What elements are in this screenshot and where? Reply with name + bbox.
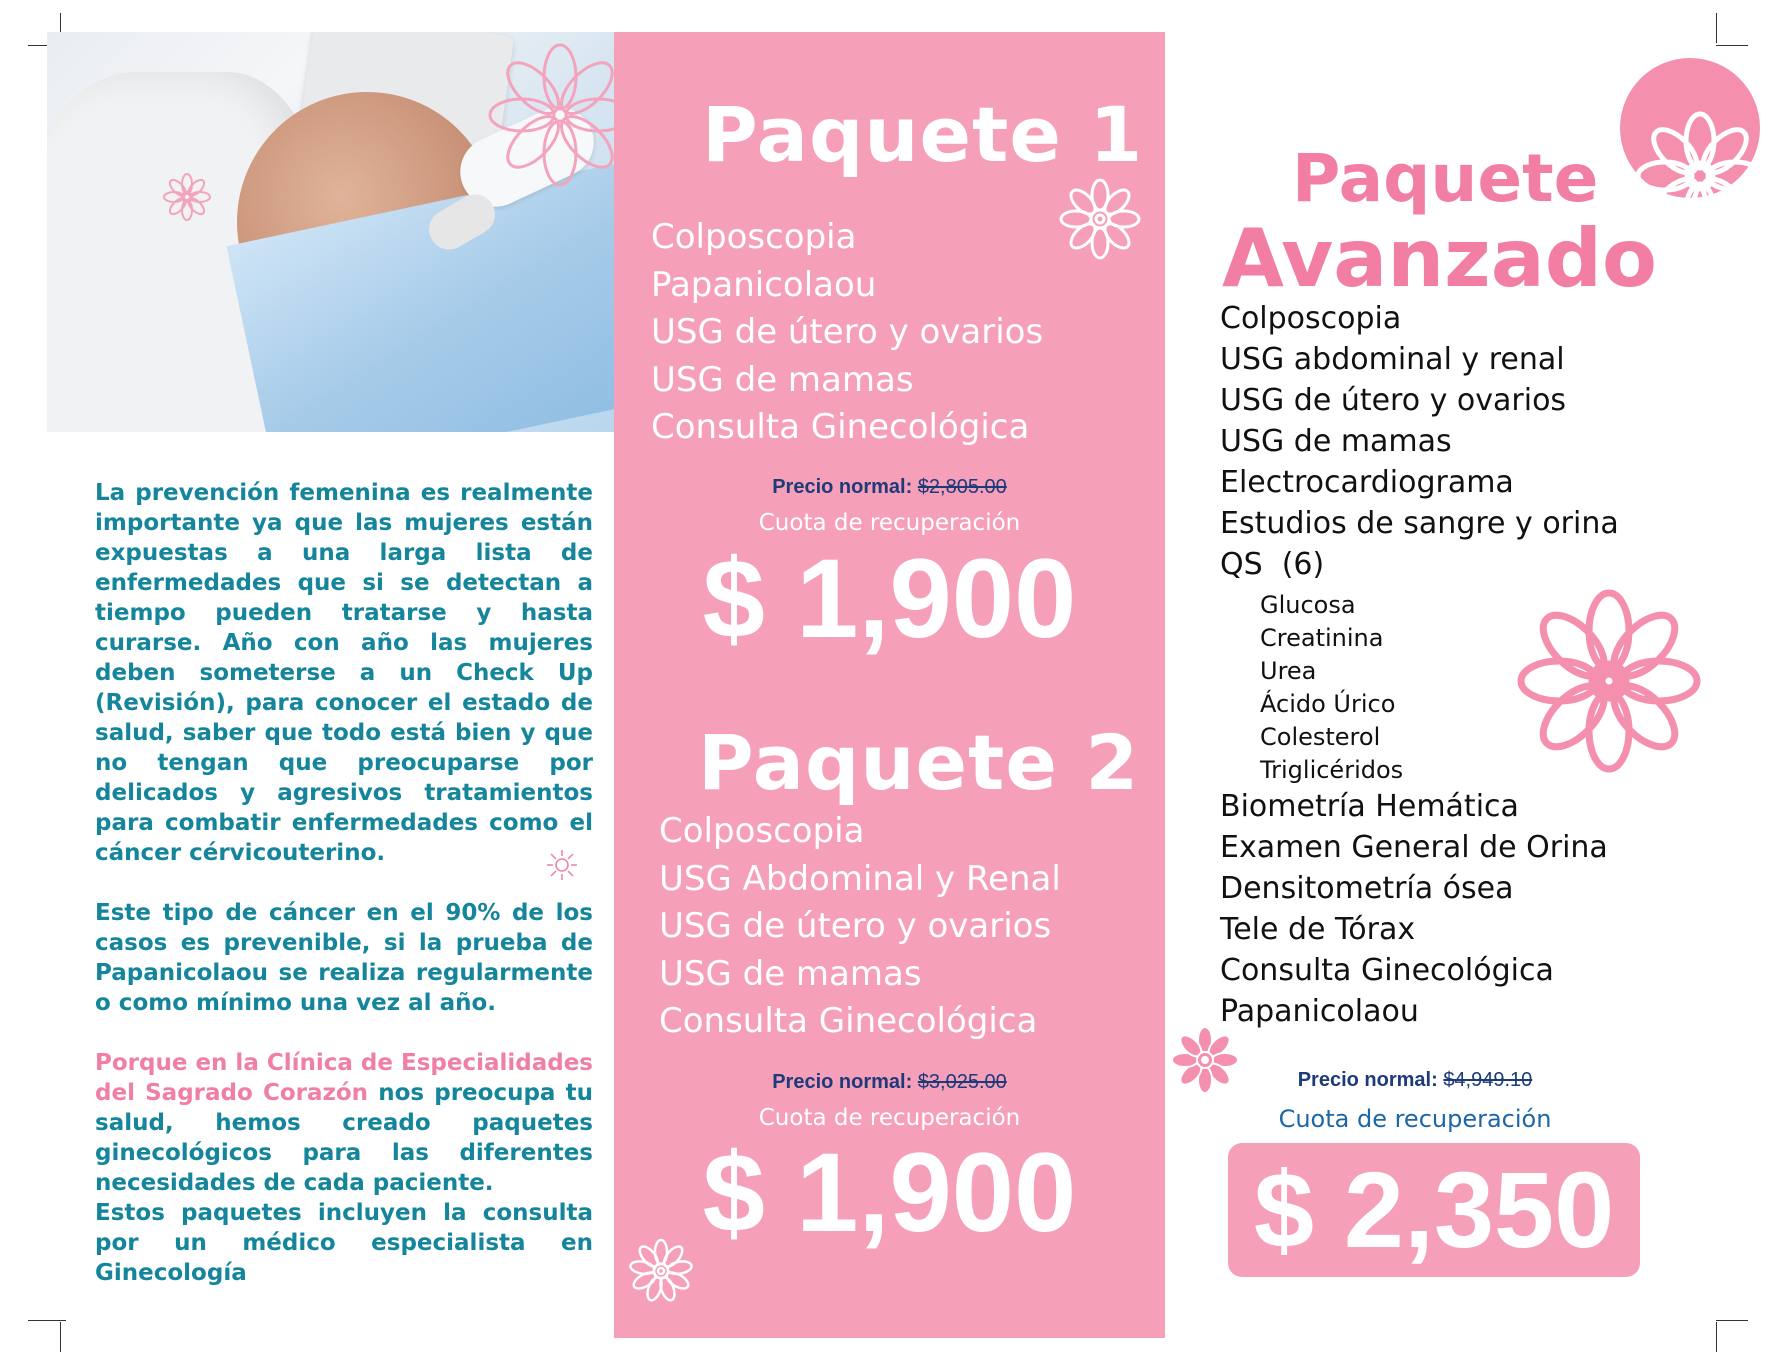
- list-item: Ácido Úrico: [1260, 690, 1396, 718]
- list-item: Estudios de sangre y orina: [1220, 506, 1619, 541]
- clinic-name: Porque en la Clínica de Especialidades del Sagrado Corazón: [95, 1050, 593, 1106]
- list-item: USG de mamas: [651, 359, 914, 400]
- list-item: Glucosa: [1260, 591, 1356, 619]
- flower-icon: [1058, 177, 1142, 261]
- old-price: $2,805.00: [917, 476, 1007, 498]
- old-price: $4,949.10: [1443, 1069, 1533, 1091]
- list-item: Consulta Ginecológica: [651, 407, 1030, 447]
- paquete1-cuota: Cuota de recuperación: [758, 510, 1021, 536]
- list-item: USG abdominal y renal: [1220, 342, 1565, 377]
- paquete2-price: $ 1,900: [702, 1130, 1077, 1255]
- list-item: Colposcopia: [651, 217, 857, 257]
- crop-mark: [28, 1320, 66, 1321]
- paquete1-list: [651, 214, 1043, 452]
- list-item: QS (6): [1220, 547, 1325, 582]
- flower-icon: [628, 1238, 694, 1304]
- intro-text: [95, 478, 593, 1288]
- flower-outline-icon: [1518, 590, 1700, 772]
- avanzado-list: [1220, 298, 1619, 585]
- list-item: Colesterol: [1260, 723, 1381, 751]
- list-item: USG de mamas: [1220, 424, 1452, 459]
- list-item: Papanicolaou: [651, 264, 877, 305]
- avanzado-price-box: [1228, 1143, 1640, 1277]
- list-item: Urea: [1260, 657, 1317, 685]
- crop-mark: [60, 1322, 61, 1352]
- crop-mark: [1716, 1322, 1717, 1352]
- list-item: Triglicéridos: [1260, 756, 1404, 784]
- flower-icon: [162, 172, 212, 222]
- paquete2-cuota: Cuota de recuperación: [758, 1105, 1021, 1131]
- crop-mark: [1716, 13, 1717, 43]
- list-item: USG de útero y ovarios: [651, 312, 1044, 352]
- avanzado-precio-normal: Precio normal: $4,949.10: [1297, 1069, 1533, 1091]
- paquete1-title: Paquete 1: [702, 90, 1144, 179]
- list-item: Colposcopia: [1220, 301, 1402, 336]
- paquete1-price: $ 1,900: [702, 536, 1077, 661]
- circle-flower-icon: [1595, 58, 1719, 198]
- intro-paragraph: La prevención femenina es realmente importante ya que las mujeres están expuestas a una larga lista de enfermedades que si se detectan a tiempo pueden tratarse y hasta curarse. Año con año las mujeres deben someterse a un Check Up (Revisión), para conocer el estado de salud, saber que todo está bien y que no tengan que preocuparse por delicados y agresivos tratamientos para combatir enfermedades como el cáncer cérvicouterino.: [95, 480, 593, 866]
- list-item: Creatinina: [1260, 624, 1384, 652]
- flower-outline-icon: [495, 40, 625, 190]
- paquete2-title: Paquete 2: [698, 718, 1140, 807]
- list-item: Consulta Ginecológica: [659, 1001, 1038, 1041]
- list-item: Densitometría ósea: [1220, 871, 1514, 906]
- list-item: Examen General de Orina: [1220, 830, 1608, 865]
- crop-mark: [1716, 1320, 1748, 1321]
- avanzado-title-line2: Avanzado: [1222, 212, 1657, 305]
- old-price: $3,025.00: [917, 1071, 1007, 1093]
- paquete1-precio-normal: Precio normal: $2,805.00: [772, 476, 1007, 498]
- list-item: Consulta Ginecológica: [1220, 953, 1554, 988]
- list-item: Papanicolaou: [1220, 994, 1419, 1029]
- paquete2-precio-normal: Precio normal: $3,025.00: [772, 1071, 1007, 1093]
- list-item: USG de útero y ovarios: [1220, 383, 1567, 418]
- crop-mark: [1716, 45, 1748, 46]
- sun-icon: [545, 848, 579, 882]
- clinic-paragraph: [95, 1048, 593, 1198]
- avanzado-cuota: Cuota de recuperación: [1278, 1105, 1552, 1133]
- list-item: USG de mamas: [659, 953, 922, 994]
- clinic-paragraph-rest: nos preocupa tu salud, hemos creado paquetes ginecológicos para las diferentes necesidades de cada paciente.: [95, 1080, 593, 1196]
- paquete2-list: [659, 808, 1061, 1046]
- qs-sublist: [1260, 589, 1403, 787]
- list-item: Biometría Hemática: [1220, 789, 1519, 824]
- avanzado-title-line1: Paquete: [1292, 140, 1599, 217]
- list-item: USG de útero y ovarios: [659, 906, 1052, 946]
- avanzado-price: $ 2,350: [1253, 1149, 1615, 1270]
- cancer-paragraph: Este tipo de cáncer en el 90% de los casos es prevenible, si la prueba de Papanicolaou se realiza regularmente o como mínimo una vez al año.: [95, 900, 593, 1016]
- list-item: Colposcopia: [659, 811, 865, 851]
- list-item: Electrocardiograma: [1220, 465, 1514, 500]
- list-item: USG Abdominal y Renal: [659, 858, 1061, 899]
- consulta-paragraph: Estos paquetes incluyen la consulta por un médico especialista en Ginecología: [95, 1200, 593, 1286]
- avanzado-list-2: [1220, 786, 1608, 1032]
- packages-panel: [614, 32, 1165, 1338]
- list-item: Tele de Tórax: [1220, 912, 1416, 947]
